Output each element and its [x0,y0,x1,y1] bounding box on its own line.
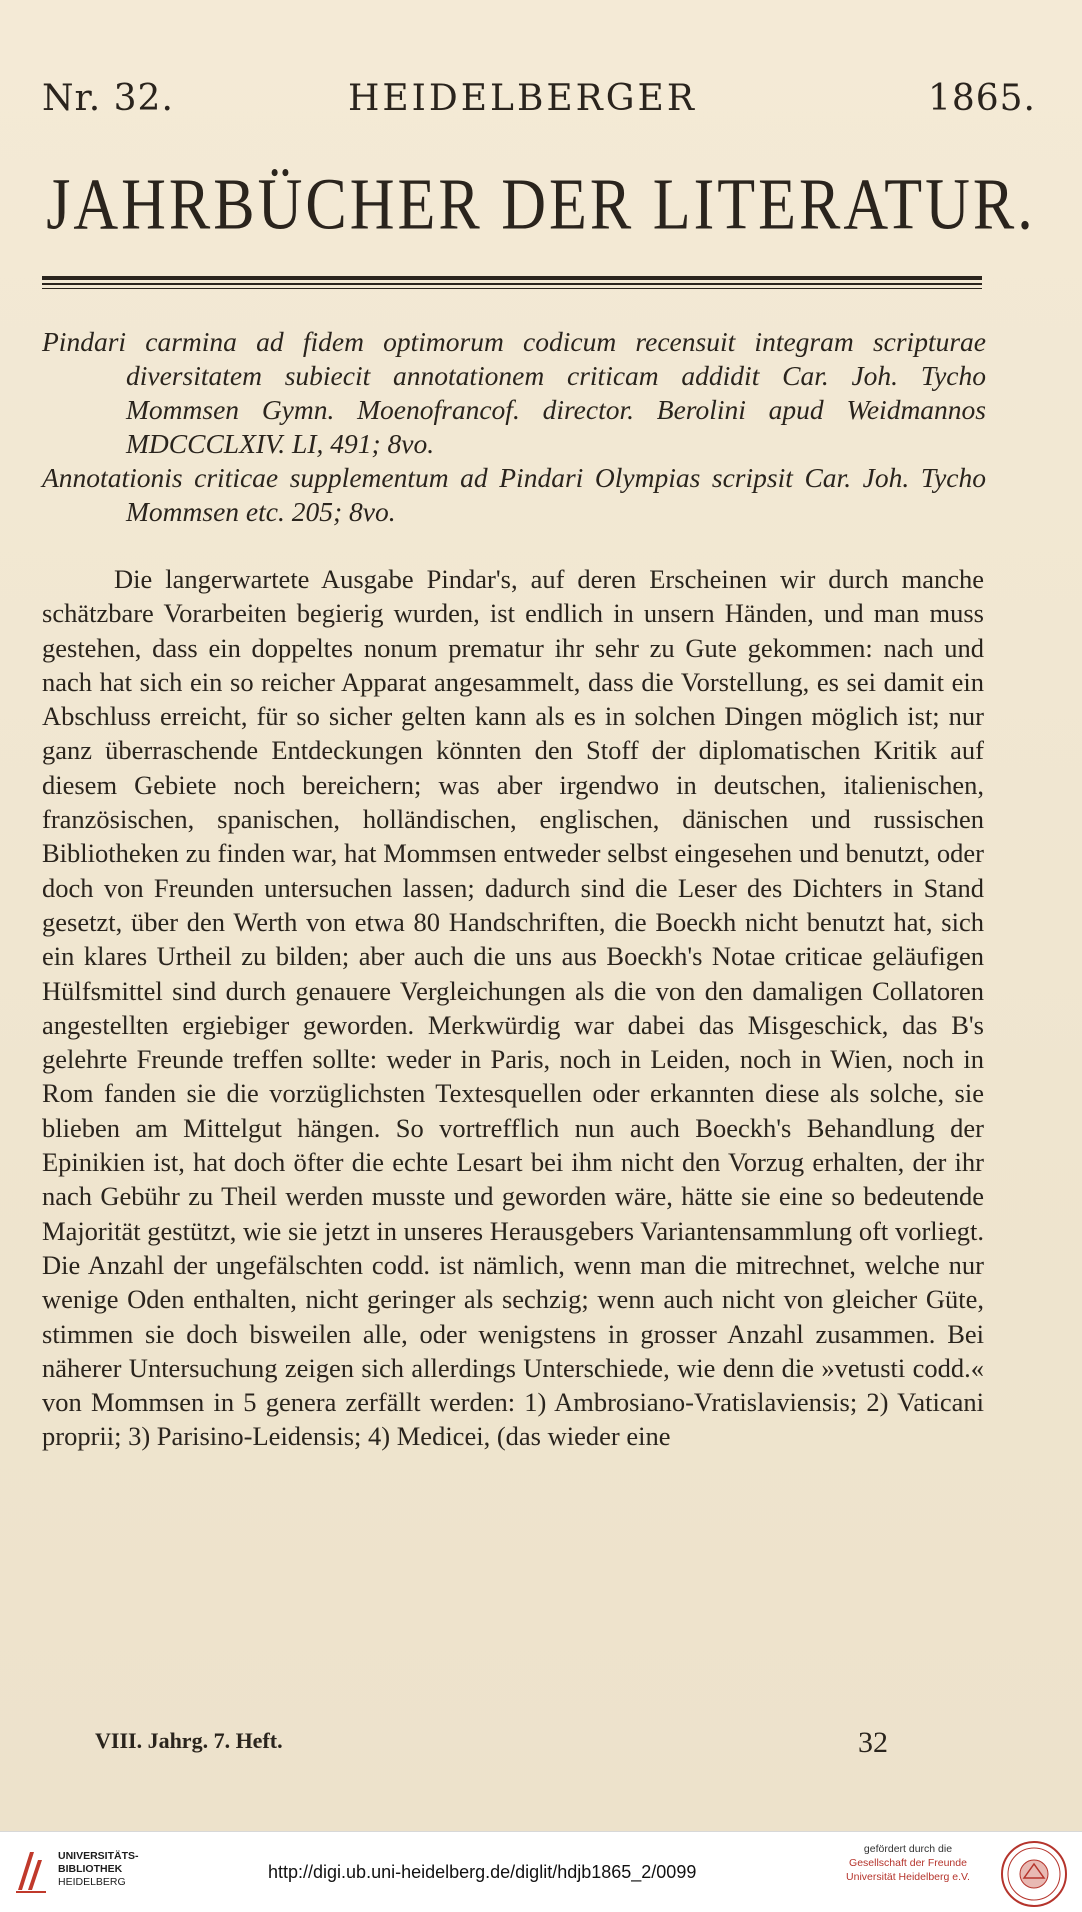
university-seal-icon [1000,1840,1068,1908]
title-rule [42,288,982,289]
issue-number: Nr. 32. [42,78,174,119]
review-body [42,562,984,1454]
signature-number: 32 [858,1726,888,1759]
digitization-footer [0,1831,1082,1912]
journal-title: JAHRBÜCHER DER LITERATUR. [46,164,1036,246]
library-logo-icon [14,1848,48,1894]
library-name: UNIVERSITÄTS- BIBLIOTHEK HEIDELBERG [58,1850,139,1888]
title-rule [42,276,982,280]
bibliographic-citation: Pindari carmina ad fidem optimorum codicum recensuit integram scripturae diversitatem subiecit annotationem criticam addidit Car. Joh. Tycho Mommsen Gymn. Moenofrancof. director. Berolini apud Weidmannos MDCCCLXIV. LI, 491; 8vo. [42,326,986,459]
sponsor-credit: gefördert durch die Gesellschaft der Freunde Universität Heidelberg e.V. [846,1843,970,1883]
issue-year: 1865. [927,78,1036,119]
running-header [42,78,1036,128]
signature-line: VIII. Jahrg. 7. Heft. [95,1728,283,1753]
journal-name: HEIDELBERGER [348,78,697,119]
title-rule [42,283,982,285]
bibliographic-citation: Annotationis criticae supplementum ad Pindari Olympias scripsit Car. Joh. Tycho Mommsen etc. 205; 8vo. [42,462,986,527]
bibliographic-entry [42,325,986,529]
review-paragraph: Die langerwartete Ausgabe Pindar's, auf deren Erscheinen wir durch manche schätzbare Vorarbeiten begierig wurden, ist endlich in unsern Händen, und man muss gestehen, dass ein doppeltes nonum prematur ihr sehr zu Gute gekommen: nach und nach hat sich ein so reicher Apparat angesammelt, dass die Vorstellung, es sei damit ein Abschluss erreicht, für so sicher gelten kann als es in solchen Dingen möglich ist; nur ganz überraschende Entdeckungen könnten den Stoff der diplomatischen Kritik auf diesem Gebiete noch bereichern; was aber irgendwo in deutschen, italienischen, französischen, spanischen, holländischen, englischen, dänischen und russischen Bibliotheken zu finden war, hat Mommsen entweder selbst eingesehen und benutzt, oder doch von Freunden untersuchen lassen; dadurch sind die Leser des Dichters in Stand gesetzt, über den Werth von etwa 80 Handschriften, die Boeckh nicht benutzt hat, sich ein klares Urtheil zu bilden; aber auch die uns aus Boeckh's Notae criticae geläufigen Hülfsmittel sind durch genauere Vergleichungen als die von den damaligen Collatoren angestellten ergiebiger geworden. Merkwürdig war dabei das Misgeschick, das B's gelehrte Freunde treffen sollte: weder in Paris, noch in Leiden, noch in Wien, noch in Rom fanden sie die vorzüglichsten Textesquellen oder erkannten diese als solche, sie blieben am Mittelgut hängen. So vortrefflich nun auch Boeckh's Behandlung der Epinikien ist, hat doch öfter die echte Lesart bei ihm nicht den Vorzug erhalten, der ihr nach Gebühr zu Theil werden musste und geworden wäre, hätte sie eine so bedeutende Majorität gestützt, wie sie jetzt in unseres Herausgebers Variantensammlung oft vorliegt. Die Anzahl der ungefälschten codd. ist nämlich, wenn man die mitrechnet, welche nur wenige Oden enthalten, nicht geringer als sechzig; wenn auch nicht von gleicher Güte, stimmen sie doch bisweilen alle, oder wenigstens in grosser Anzahl zusammen. Bei näherer Untersuchung zeigen sich allerdings Unterschiede, wie denn die »vetusti codd.« von Mommsen in 5 genera zerfällt werden: 1) Ambrosiano-Vratislaviensis; 2) Vaticani proprii; 3) Parisino-Leidensis; 4) Medicei, (das wieder eine [42,564,984,1452]
permalink[interactable]: http://digi.ub.uni-heidelberg.de/diglit/hdjb1865_2/0099 [268,1862,697,1882]
